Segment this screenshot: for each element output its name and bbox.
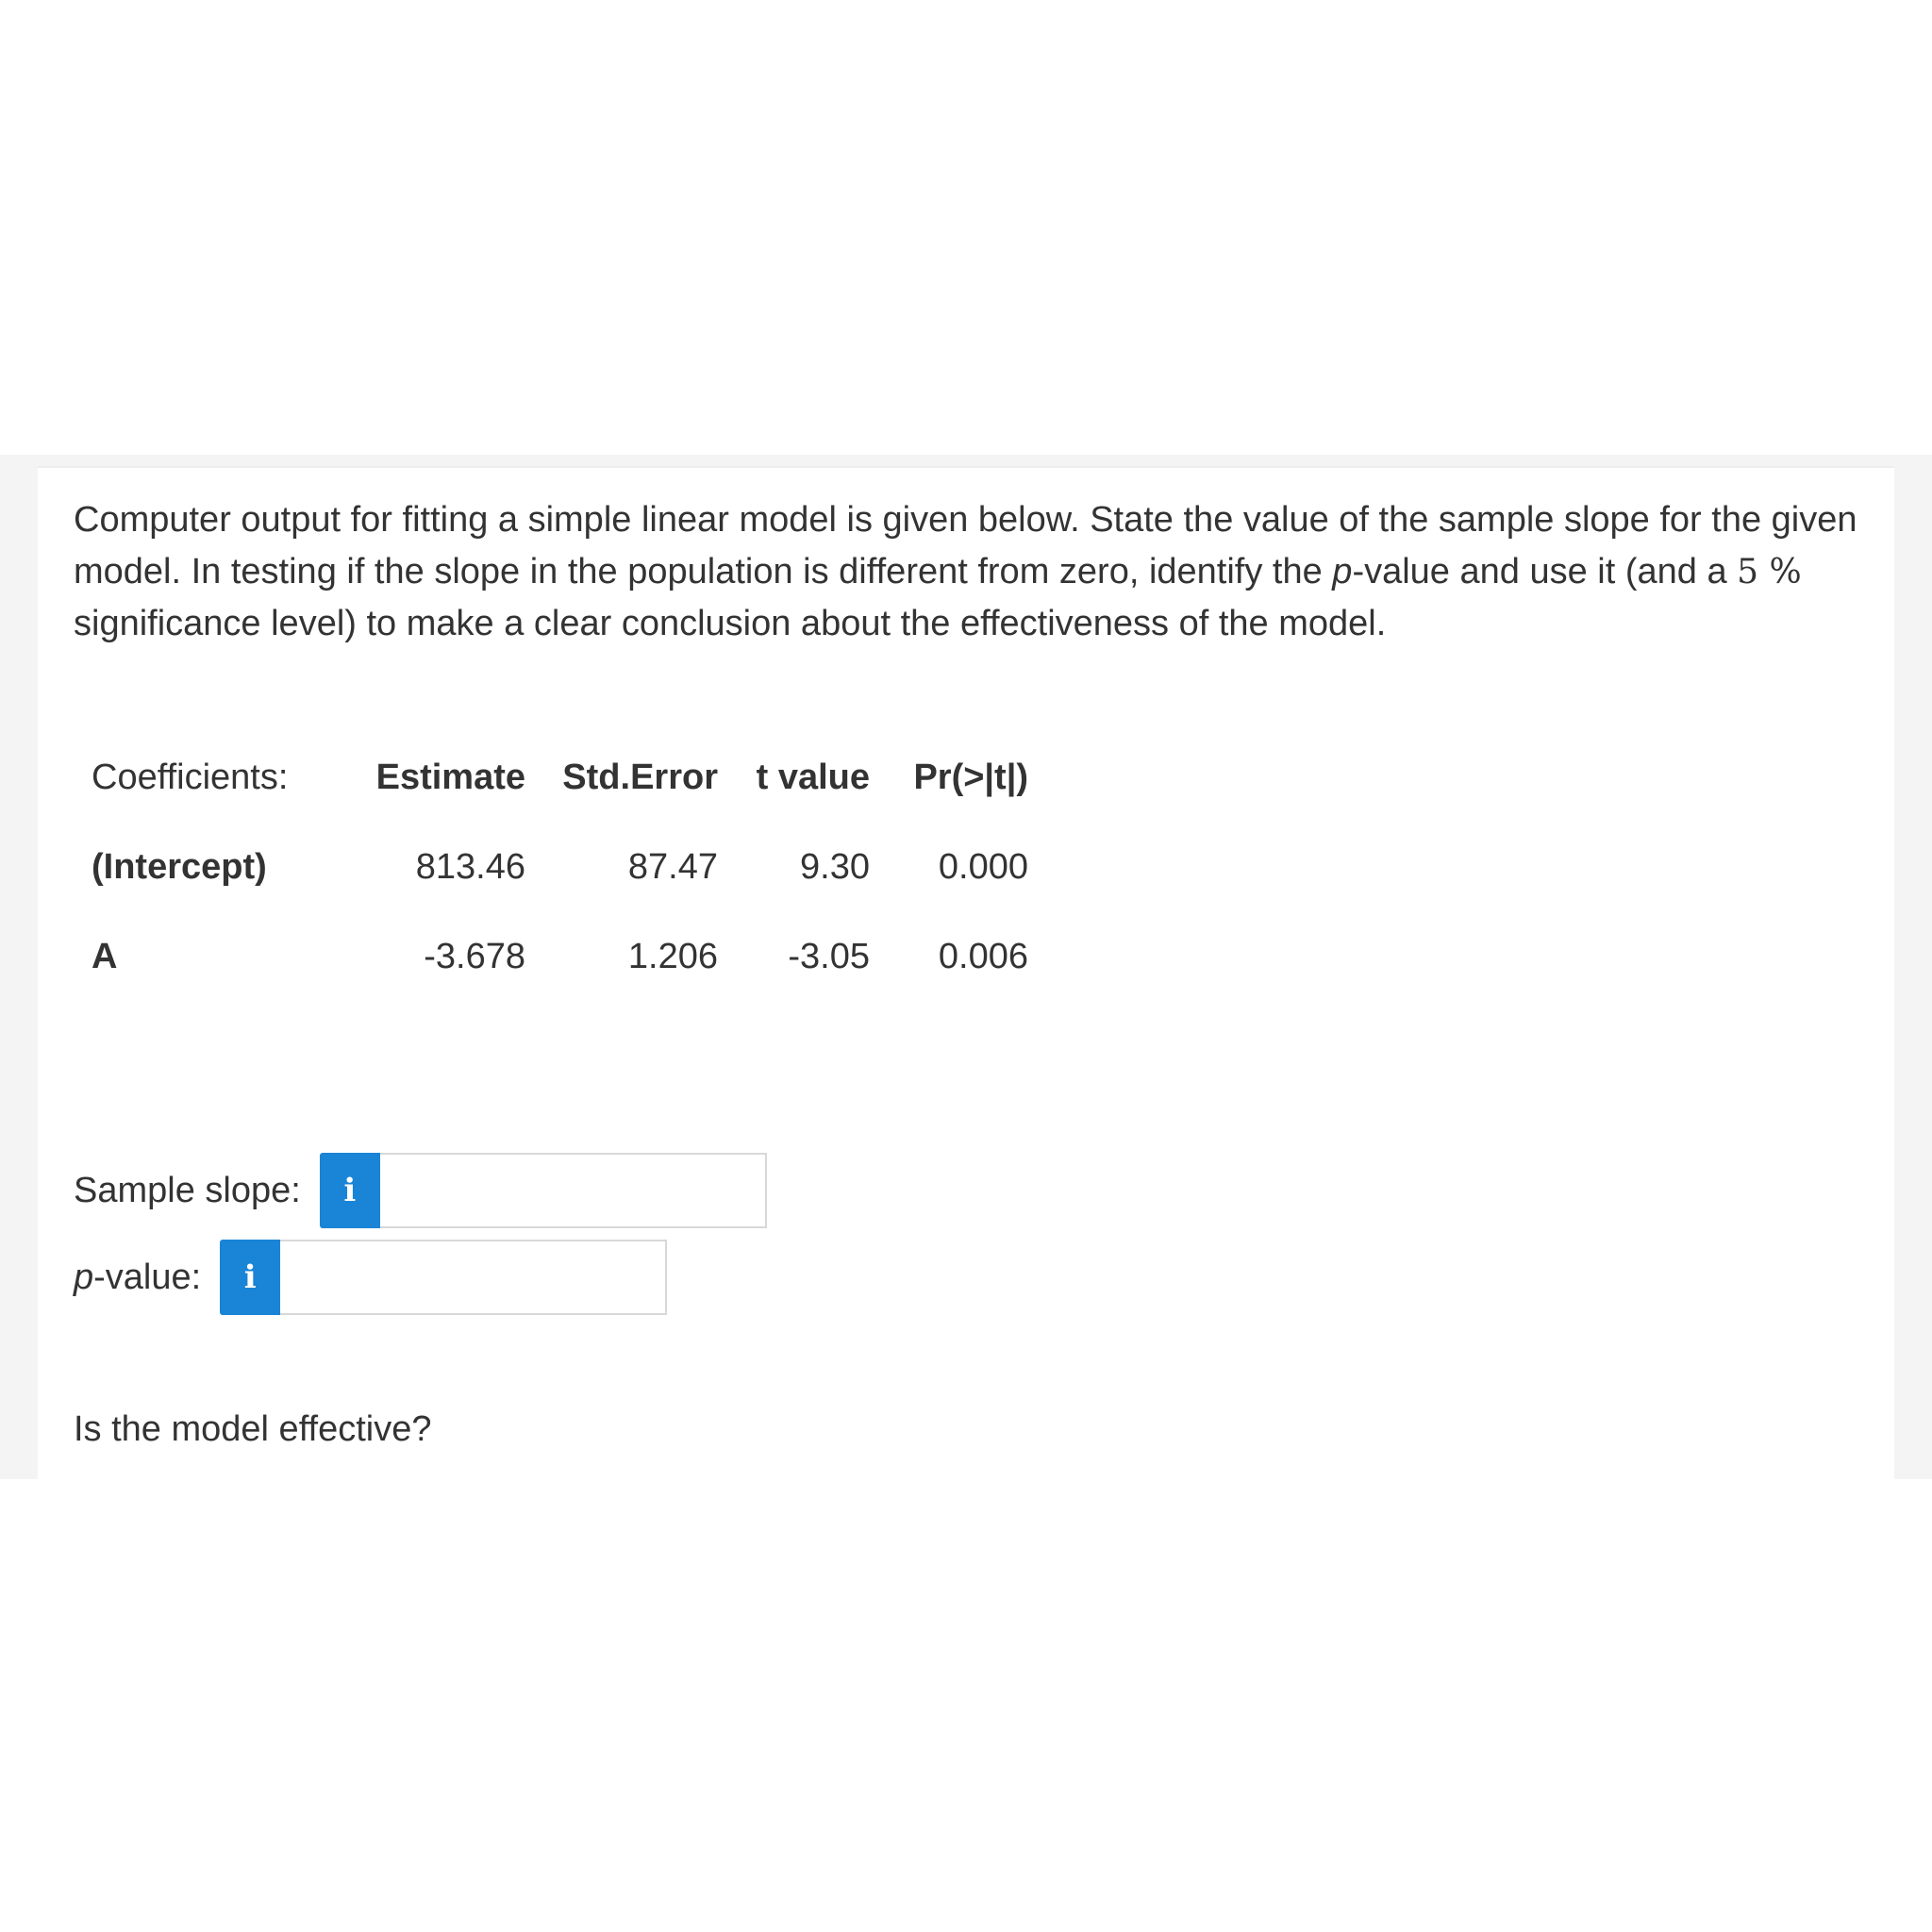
cell-estimate: -3.678 (424, 937, 525, 976)
row-label-intercept: (Intercept) (92, 847, 267, 887)
coefficients-table (92, 733, 1028, 1002)
header-estimate: Estimate (375, 758, 525, 797)
cell-estimate: 813.46 (415, 847, 525, 887)
panel-divider (38, 466, 1894, 468)
cell-t-value: 9.30 (800, 847, 870, 887)
info-icon[interactable] (220, 1240, 280, 1315)
sample-slope-row (74, 1153, 767, 1228)
cell-p-value: 0.000 (938, 847, 1028, 887)
info-icon[interactable] (320, 1153, 380, 1228)
table-row (92, 912, 1028, 1002)
header-std-error: Std.Error (562, 758, 718, 797)
header-coefficients: Coefficients: (92, 758, 289, 797)
question-panel (38, 466, 1894, 1479)
sample-slope-input[interactable] (380, 1153, 767, 1228)
question-text-part1: Computer output for fitting a simple linear model is given below. State the value of the sample slope for the given model. In testing if the slope in the population is different from zero, identify the (74, 500, 1857, 591)
header-p-value: Pr(>|t|) (913, 758, 1028, 797)
table-row (92, 823, 1028, 912)
question-p-italic: p (1332, 552, 1353, 591)
table-header-row (92, 733, 1028, 823)
pvalue-label-rest: -value: (93, 1257, 202, 1297)
cell-p-value: 0.006 (938, 937, 1028, 976)
effective-question: Is the model effective? (74, 1409, 432, 1449)
question-text (74, 494, 1885, 650)
info-icon-glyph: i (343, 1172, 357, 1209)
sample-slope-label: Sample slope: (74, 1170, 301, 1210)
question-text-part2: -value and use it (and a (1352, 552, 1738, 591)
pvalue-label (74, 1257, 201, 1298)
pvalue-label-italic: p (74, 1257, 94, 1297)
header-t-value: t value (756, 758, 870, 797)
cell-std-error: 87.47 (627, 847, 718, 887)
cell-t-value: -3.05 (788, 937, 870, 976)
question-text-part3: significance level) to make a clear conclusion about the effectiveness of the model. (74, 604, 1387, 643)
pvalue-row (74, 1240, 667, 1315)
cell-std-error: 1.206 (627, 937, 718, 976)
pvalue-input[interactable] (280, 1240, 667, 1315)
significance-level: 5 % (1737, 553, 1802, 591)
info-icon-glyph: i (243, 1258, 257, 1296)
row-label-a: A (92, 937, 118, 976)
